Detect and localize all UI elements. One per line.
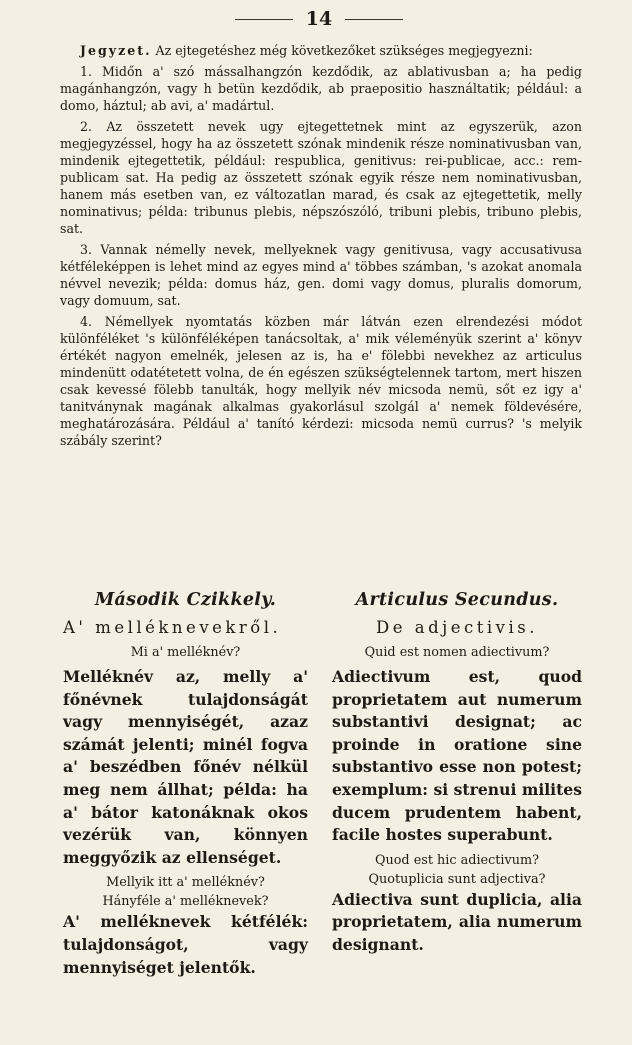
page-number: 14: [305, 8, 333, 30]
question-3-la: Quotuplicia sunt adjectiva?: [368, 871, 546, 887]
subtitle-hu: A' melléknevekről.: [63, 618, 282, 637]
question-2-hu: Mellyik itt a' melléknév?: [106, 875, 265, 891]
question-1-la: Quid est nomen adiectivum?: [364, 645, 550, 660]
subtitle-la: De adjectivis.: [376, 618, 538, 637]
section-heading-la: Articulus Secundus.: [355, 590, 559, 610]
note-paragraph-4: 4. Némellyek nyomtatás közben már látván ezen elrendezési módot különféléket 's különféléképen tanácsoltak, a' mik véleményük szerint a' könyv értékét nagyon emelnék, jelesen az is, ha e' fölebbi nevekhez az articulus mindenütt odatétetett volna, de én egészen szükségtelennek tartom, mert hiszen csak kevessé fölebb tanulták, hogy mellyik név micsoda nemü, sőt ez igy a' tanitványnak magának alkalmas gyakorlásul szolgál a' nemek földevésére, meghatározására. Például a' tanító kérdezi: micsoda nemü currus? 's melyik szábály szerint?: [60, 314, 582, 448]
note-intro: [60, 42, 582, 59]
answer-1-la: Adiectivum est, quod proprietatem aut numerum substantivi designat; ac proinde in oratione sine substantivo esse non potest; exemplum: si strenui milites ducem prudentem habent, facile hostes superabunt.: [332, 667, 582, 845]
page-header: [0, 8, 632, 30]
hungarian-column: [63, 590, 308, 983]
note-paragraph-3: 3. Vannak némelly nevek, mellyeknek vagy genitivusa, vagy accusativusa kétféleképpen is lehet mind az egyes mind a' többes számban, 's azokat anomala névvel nevezik; példa: domus ház, gen. domi vagy domus, pluralis domorum, vagy domuum, sat.: [60, 242, 582, 308]
answer-1-hu: Melléknév az, melly a' főnévnek tulajdonságát vagy mennyiségét, azaz számát jelenti; minél fogva a' beszédben főnév nélkül meg nem állhat; példa: ha a' bátor katonáknak okos vezérük van, könnyen meggyőzik az ellenséget.: [63, 667, 308, 867]
question-1-hu: Mi a' melléknév?: [130, 645, 241, 660]
note-paragraph-1: 1. Midőn a' szó mássalhangzón kezdődik, az ablativusban a; ha pedig magánhangzón, vagy h betün kezdődik, ab praepositio használtatik; például: a domo, háztul; ab avi, a' madártul.: [60, 64, 582, 113]
answer-2-la: Adiectiva sunt duplicia, alia proprietatem, alia numerum designant.: [332, 889, 582, 954]
question-3-hu: Hányféle a' melléknevek?: [102, 894, 269, 910]
latin-column: [332, 590, 582, 961]
question-2-la: Quod est hic adiectivum?: [375, 852, 539, 868]
header-rule-right: [345, 19, 403, 20]
answer-2-hu: A' melléknevek kétfélék: tulajdonságot, vagy mennyiséget jelentők.: [63, 912, 308, 977]
section-heading-hu: Második Czikkely.: [94, 590, 277, 610]
note-section: [60, 42, 582, 453]
note-lead-rest: Az ejtegetéshez még következőket szükséges megjegyezni:: [151, 43, 533, 58]
note-paragraph-2: 2. Az összetett nevek ugy ejtegettetnek mint az egyszerük, azon megjegyzéssel, hogy ha az összetett szónak mindenik része nominativusban van, mindenik ejtegettetik, például: respublica, genitivus: rei-publicae, acc.: rem-publicam sat. Ha pedig az összetett szónak egyik része nem nominativusban, hanem más esetben van, ez változatlan marad, és csak az ejtegettetik, melly nominativus; példa: tribunus plebis, népszószóló, tribuni plebis, tribuno plebis, sat.: [60, 119, 582, 236]
header-rule-left: [235, 19, 293, 20]
note-lead: Jegyzet.: [80, 43, 152, 58]
